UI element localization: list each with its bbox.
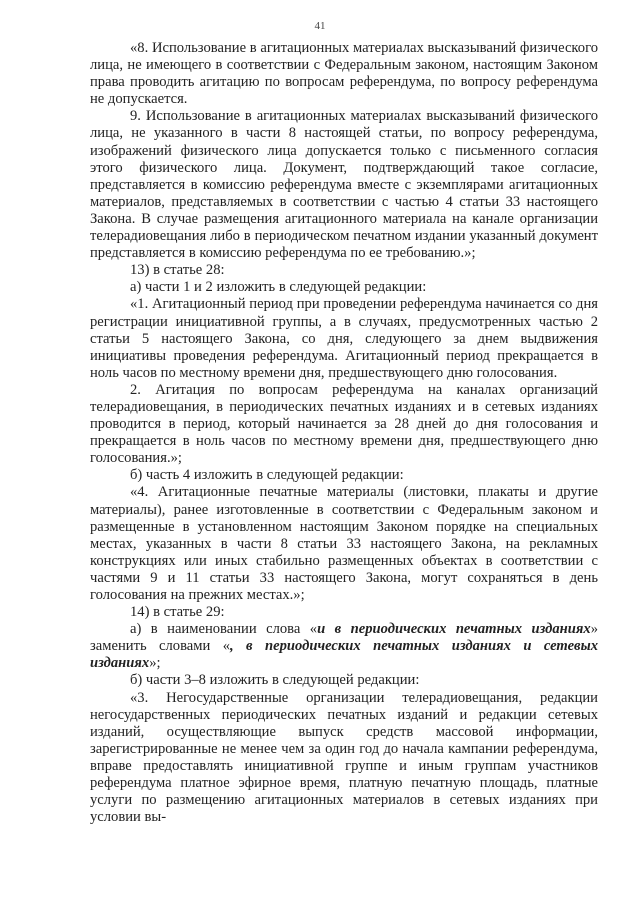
item-14-a-old-words: и в периодических печатных изданиях	[317, 621, 591, 638]
item-14-a-text-2: » заменить словами «	[90, 621, 598, 655]
paragraph-2: 2. Агитация по вопросам референдума на каналах организаций телерадиовещания, в периодических печатных изданиях и в сетевых изданиях проводится в период, который начинается за 28 дней до дня голосования и прекращается в ноль часов по местному времени дня, предшествующего дню голосования.»;	[90, 381, 598, 467]
item-13-a: а) части 1 и 2 изложить в следующей редакции:	[130, 279, 427, 296]
item-14-b: б) части 3–8 изложить в следующей редакции:	[130, 672, 420, 689]
item-14-a-text-1: а) в наименовании слова «	[130, 621, 318, 638]
paragraph-1: «1. Агитационный период при проведении референдума начинается со дня регистрации инициативной группы, а в случаях, предусмотренных частью 2 статьи 5 настоящего Закона, со дня, следующего за днем выдвижения инициативы проведения референдума. Агитационный период прекращается в ноль часов по местному времени дня, предшествующего дню голосования.	[90, 296, 598, 381]
item-14: 14) в статье 29:	[130, 604, 225, 621]
item-14-a	[90, 621, 598, 672]
item-13-b: б) часть 4 изложить в следующей редакции:	[130, 467, 404, 484]
page-number: 41	[314, 20, 326, 32]
paragraph-3: «3. Негосударственные организации телерадиовещания, редакции негосударственных периодических печатных изданий и редакции сетевых изданий, осуществляющие выпуск средств массовой информации, зарегистрированные не менее чем за один год до начала кампании референдума, вправе предоставлять инициативной группе и иным группам участников референдума платное эфирное время, платную печатную площадь, платные услуги по размещению агитационных материалов в сетевых изданиях при условии вы-	[90, 689, 598, 826]
item-14-a-text-3: »;	[149, 655, 161, 672]
paragraph-4: «4. Агитационные печатные материалы (листовки, плакаты и другие материалы), ранее изготовленные в соответствии с Федеральным законом и размещенные в установленном настоящим Законом порядке на специальных местах, указанных в части 8 статьи 33 настоящего Закона, на рекламных конструкциях или иных стабильно размещенных объектах в соответствии с частями 9 и 11 статьи 33 настоящего Закона, могут сохраняться в день голосования на прежних местах.»;	[90, 484, 598, 603]
item-14-a-new-words: , в периодических печатных изданиях и сетевых изданиях	[90, 638, 598, 672]
document-body	[90, 40, 598, 826]
paragraph-8: «8. Использование в агитационных материалах высказываний физического лица, не имеющего в соответствии с Федеральным законом, настоящим Законом права проводить агитацию по вопросам референдума, по вопросу референдума не допускается.	[90, 40, 598, 108]
item-13: 13) в статье 28:	[130, 262, 225, 279]
paragraph-9: 9. Использование в агитационных материалах высказываний физического лица, не указанного в части 8 настоящей статьи, по вопросу референдума, изображений физического лица допускается только с письменного согласия этого физического лица. Документ, подтверждающий такое согласие, представляется в комиссию референдума вместе с экземплярами агитационных материалов, представляемых в соответствии с частью 4 статьи 33 настоящего Закона. В случае размещения агитационного материала на канале организации телерадиовещания либо в периодическом печатном издании указанный документ представляется в комиссию референдума по ее требованию.»;	[90, 108, 598, 262]
